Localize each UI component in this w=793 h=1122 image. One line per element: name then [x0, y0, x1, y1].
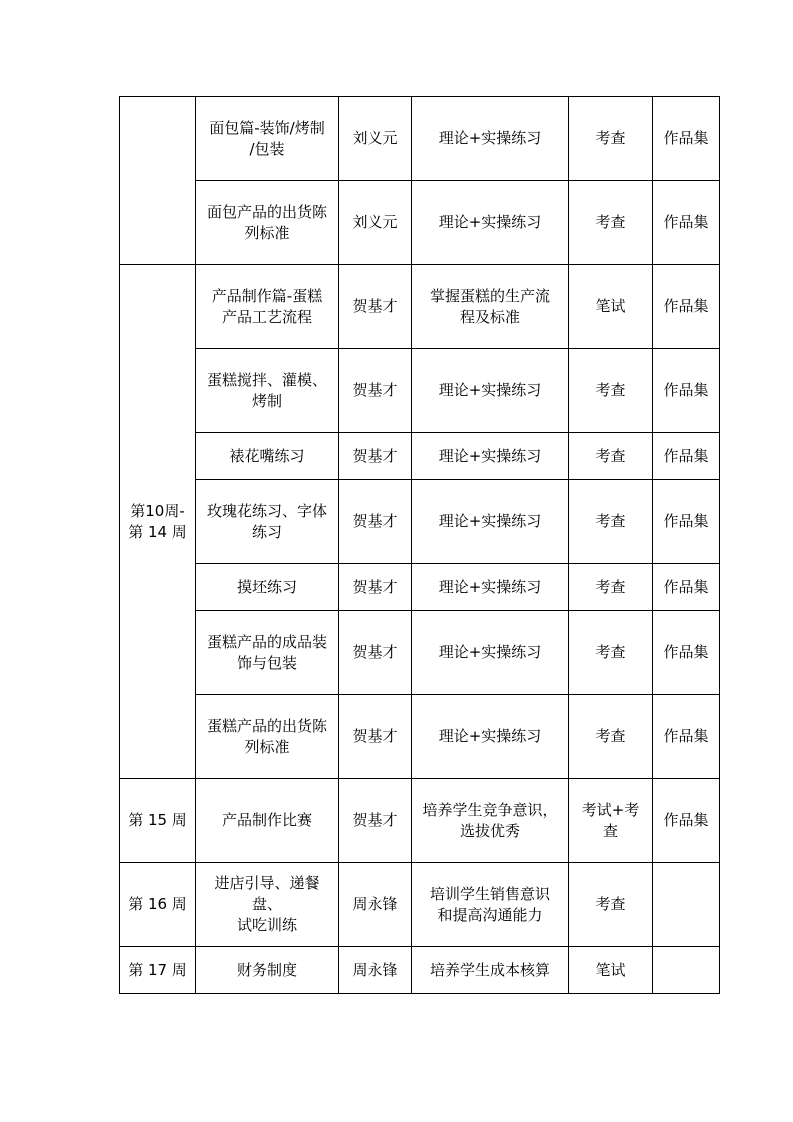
method-cell: 培养学生成本核算 [412, 947, 569, 994]
teacher-cell: 贺基才 [339, 433, 412, 480]
content-cell: 财务制度 [196, 947, 339, 994]
method-cell: 培训学生销售意识 和提高沟通能力 [412, 863, 569, 947]
teacher-cell: 贺基才 [339, 480, 412, 564]
exam-cell: 考查 [569, 611, 653, 695]
week-cell: 第 16 周 [120, 863, 196, 947]
output-cell: 作品集 [653, 97, 720, 181]
table-row [120, 863, 720, 947]
table-row [120, 947, 720, 994]
method-cell: 理论+实操练习 [412, 181, 569, 265]
content-cell: 蛋糕搅拌、灌模、 烤制 [196, 349, 339, 433]
teacher-cell: 贺基才 [339, 779, 412, 863]
week-cell: 第10周- 第 14 周 [120, 265, 196, 779]
exam-cell: 考查 [569, 97, 653, 181]
output-cell: 作品集 [653, 265, 720, 349]
exam-cell: 考查 [569, 480, 653, 564]
exam-cell: 考查 [569, 349, 653, 433]
content-cell: 裱花嘴练习 [196, 433, 339, 480]
teacher-cell: 贺基才 [339, 265, 412, 349]
method-cell: 理论+实操练习 [412, 97, 569, 181]
method-cell: 理论+实操练习 [412, 611, 569, 695]
content-cell: 摸坯练习 [196, 564, 339, 611]
content-cell: 产品制作比赛 [196, 779, 339, 863]
output-cell: 作品集 [653, 349, 720, 433]
exam-cell: 考试+考 查 [569, 779, 653, 863]
content-cell: 蛋糕产品的成品装 饰与包装 [196, 611, 339, 695]
table-row [120, 480, 720, 564]
exam-cell: 笔试 [569, 265, 653, 349]
content-cell: 产品制作篇-蛋糕 产品工艺流程 [196, 265, 339, 349]
exam-cell: 考查 [569, 695, 653, 779]
output-cell: 作品集 [653, 480, 720, 564]
output-cell: 作品集 [653, 433, 720, 480]
teacher-cell: 周永锋 [339, 947, 412, 994]
exam-cell: 考查 [569, 433, 653, 480]
content-cell: 进店引导、递餐盘、 试吃训练 [196, 863, 339, 947]
teacher-cell: 贺基才 [339, 695, 412, 779]
table-row [120, 695, 720, 779]
output-cell: 作品集 [653, 564, 720, 611]
method-cell: 理论+实操练习 [412, 480, 569, 564]
teacher-cell: 贺基才 [339, 349, 412, 433]
method-cell: 培养学生竞争意识， 选拔优秀 [412, 779, 569, 863]
table-row [120, 97, 720, 181]
method-cell: 掌握蛋糕的生产流 程及标准 [412, 265, 569, 349]
content-cell: 蛋糕产品的出货陈 列标准 [196, 695, 339, 779]
table-row [120, 779, 720, 863]
exam-cell: 考查 [569, 181, 653, 265]
content-cell: 玫瑰花练习、字体 练习 [196, 480, 339, 564]
method-cell: 理论+实操练习 [412, 349, 569, 433]
teacher-cell: 周永锋 [339, 863, 412, 947]
exam-cell: 考查 [569, 564, 653, 611]
content-cell: 面包产品的出货陈 列标准 [196, 181, 339, 265]
table-row [120, 265, 720, 349]
exam-cell: 考查 [569, 863, 653, 947]
table-row [120, 611, 720, 695]
teacher-cell: 刘义元 [339, 181, 412, 265]
table-row [120, 181, 720, 265]
output-cell: 作品集 [653, 779, 720, 863]
week-cell [120, 97, 196, 265]
exam-cell: 笔试 [569, 947, 653, 994]
method-cell: 理论+实操练习 [412, 695, 569, 779]
output-cell: 作品集 [653, 181, 720, 265]
output-cell: 作品集 [653, 695, 720, 779]
teacher-cell: 贺基才 [339, 564, 412, 611]
output-cell: 作品集 [653, 611, 720, 695]
table-row [120, 564, 720, 611]
teacher-cell: 刘义元 [339, 97, 412, 181]
content-cell: 面包篇-装饰/烤制 /包装 [196, 97, 339, 181]
week-cell: 第 17 周 [120, 947, 196, 994]
course-schedule-table [119, 96, 720, 994]
method-cell: 理论+实操练习 [412, 433, 569, 480]
table-row [120, 349, 720, 433]
week-cell: 第 15 周 [120, 779, 196, 863]
table-row [120, 433, 720, 480]
teacher-cell: 贺基才 [339, 611, 412, 695]
output-cell [653, 947, 720, 994]
method-cell: 理论+实操练习 [412, 564, 569, 611]
output-cell [653, 863, 720, 947]
